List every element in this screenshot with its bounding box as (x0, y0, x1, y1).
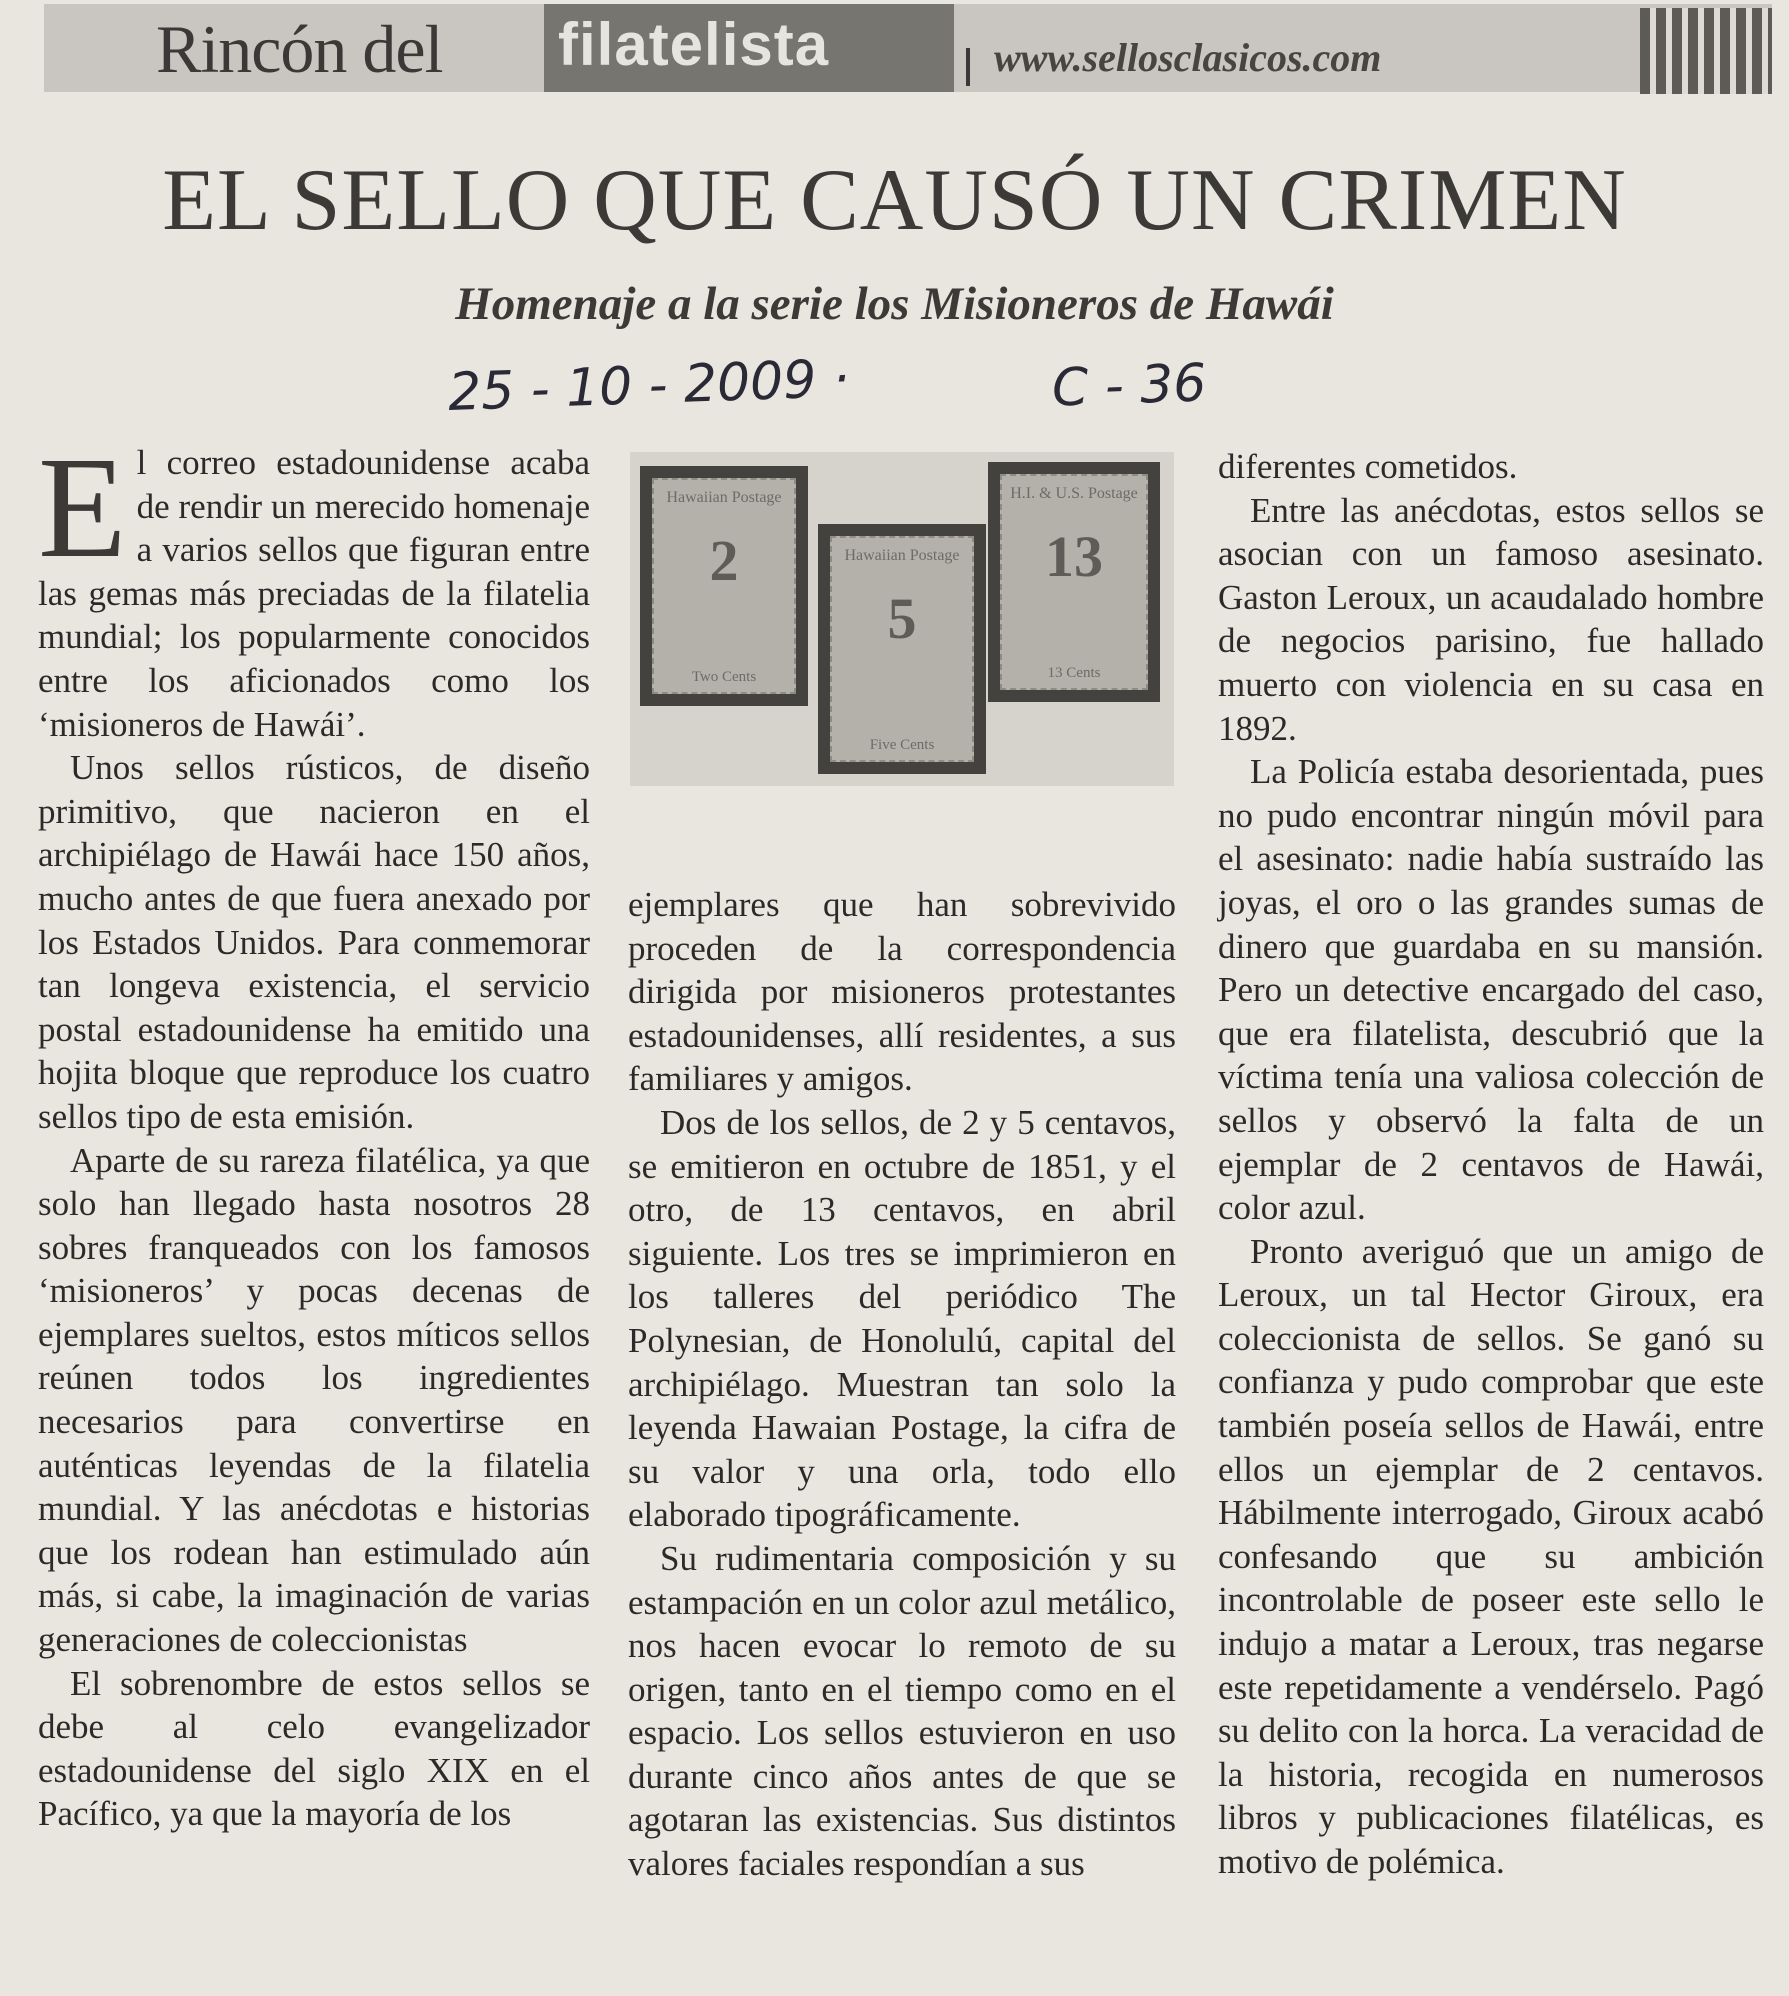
stamp-legend: Hawaiian Postage (666, 489, 782, 506)
section-highlight: filatelista (558, 11, 830, 78)
header-divider (966, 48, 970, 86)
article-column-2 (628, 883, 1176, 1886)
paragraph: El sobrenombre de estos sellos se debe al celo evangelizador estadounidense del siglo XIX en el Pacífico, ya que la mayoría de los (38, 1663, 590, 1834)
paragraph: La Policía estaba desorientada, pues no pudo encontrar ningún móvil para el asesinato: nadie había sustraído las joyas, el oro o las grandes sumas de dinero que guardaba en su mansión. Pero un detective encargado del caso, que era filatelista, descubrió que la víctima tenía una valiosa colección de sellos y observó la falta de un ejemplar de 2 centavos de Hawái, color azul. (1218, 752, 1764, 1228)
section-title: Rincón del (156, 11, 443, 87)
stamp-value: 2 (709, 528, 739, 593)
stamp-value: 13 (1045, 524, 1103, 589)
article-column-1 (38, 428, 590, 1836)
stamp-legend: Hawaiian Postage (844, 547, 960, 564)
article-headline: EL SELLO QUE CAUSÓ UN CRIMEN (162, 152, 1627, 249)
paragraph: Dos de los sellos, de 2 y 5 centavos, se emitieron en octubre de 1851, y el otro, de 13 centavos, en abril siguiente. Los tres se imprimieron en los talleres del periódico The Polynesian, de Honolulú, capital del archipiélago. Muestran tan solo la leyenda Hawaian Postage, la cifra de su valor y una orla, todo ello elaborado tipográficamente. (628, 1102, 1176, 1535)
website-url: www.sellosclasicos.com (994, 35, 1382, 80)
handwritten-date: 25 - 10 - 2009 · (447, 349, 851, 423)
stamp-value: 5 (887, 586, 917, 651)
paragraph: ejemplares que han sobrevivido proceden de la correspondencia dirigida por misioneros protestantes estadounidenses, allí residentes, a sus familiares y amigos. (628, 885, 1176, 1099)
stamp-legend: H.I. & U.S. Postage (1010, 485, 1138, 502)
paragraph: El correo estadounidense acaba de rendir un merecido homenaje a varios sellos que figuran entre las gemas más preciadas de la filatelia mundial; los popularmente conocidos entre los aficionados como los ‘misioneros de Hawái’. (38, 428, 590, 744)
paragraph: Entre las anécdotas, estos sellos se asocian con un famoso asesinato. Gaston Leroux, un acaudalado hombre de negocios parisino, fue hallado muerto con violencia en su casa en 1892. (1218, 490, 1764, 748)
stamp-denomination: Five Cents (869, 737, 935, 753)
stamp-13-cents (988, 462, 1160, 702)
stamp-2-cents (640, 466, 808, 706)
paragraph: diferentes cometidos. (1218, 447, 1518, 486)
section-highlight-box (544, 4, 954, 92)
stamp-denomination: 13 Cents (1047, 665, 1101, 681)
stamps-photo (630, 452, 1174, 786)
handwritten-code: C - 36 (1051, 353, 1208, 419)
stamp-denomination: Two Cents (691, 669, 757, 685)
paragraph: Pronto averiguó que un amigo de Leroux, un tal Hector Giroux, era coleccionista de sellos. Se ganó su confianza y pudo comprobar que este también poseía sellos de Hawái, entre ellos un ejemplar de 2 centavos. Hábilmente interrogado, Giroux acabó confesando que su ambición incontrolable de poseer este sello le indujo a matar a Leroux, tras negarse este repetidamente a vendérselo. Pagó su delito con la horca. La veracidad de la historia, recogida en numerosos libros y publicaciones filatélicas, es motivo de polémica. (1218, 1231, 1764, 1881)
article-column-3 (1218, 445, 1764, 1884)
paragraph: Unos sellos rústicos, de diseño primitivo, que nacieron en el archipiélago de Hawái hace 150 años, mucho antes de que fuera anexado por los Estados Unidos. Para conmemorar tan longeva existencia, el servicio postal estadounidense ha emitido una hojita bloque que reproduce los cuatro sellos tipo de esta emisión. (38, 748, 590, 1136)
drop-cap: E (38, 428, 127, 588)
paragraph: Su rudimentaria composición y su estampación en un color azul metálico, nos hacen evocar lo remoto de su origen, tanto en el tiempo como en el espacio. Los sellos estuvieron en uso durante cinco años antes de que se agotaran las existencias. Sus distintos valores faciales respondían a sus (628, 1538, 1176, 1884)
section-header (44, 4, 1772, 92)
stamp-5-cents (818, 524, 986, 774)
header-stripes-decoration (1640, 8, 1772, 94)
article-subheadline: Homenaje a la serie los Misioneros de Hawái (455, 278, 1334, 330)
paragraph: Aparte de su rareza filatélica, ya que solo han llegado hasta nosotros 28 sobres franqueados con los famosos ‘misioneros’ y pocas decenas de ejemplares sueltos, estos míticos sellos reúnen todos los ingredientes necesarios para convertirse en auténticas leyendas de la filatelia mundial. Y las anécdotas e historias que los rodean han estimulado aún más, si cabe, la imaginación de varias generaciones de coleccionistas (38, 1140, 590, 1660)
